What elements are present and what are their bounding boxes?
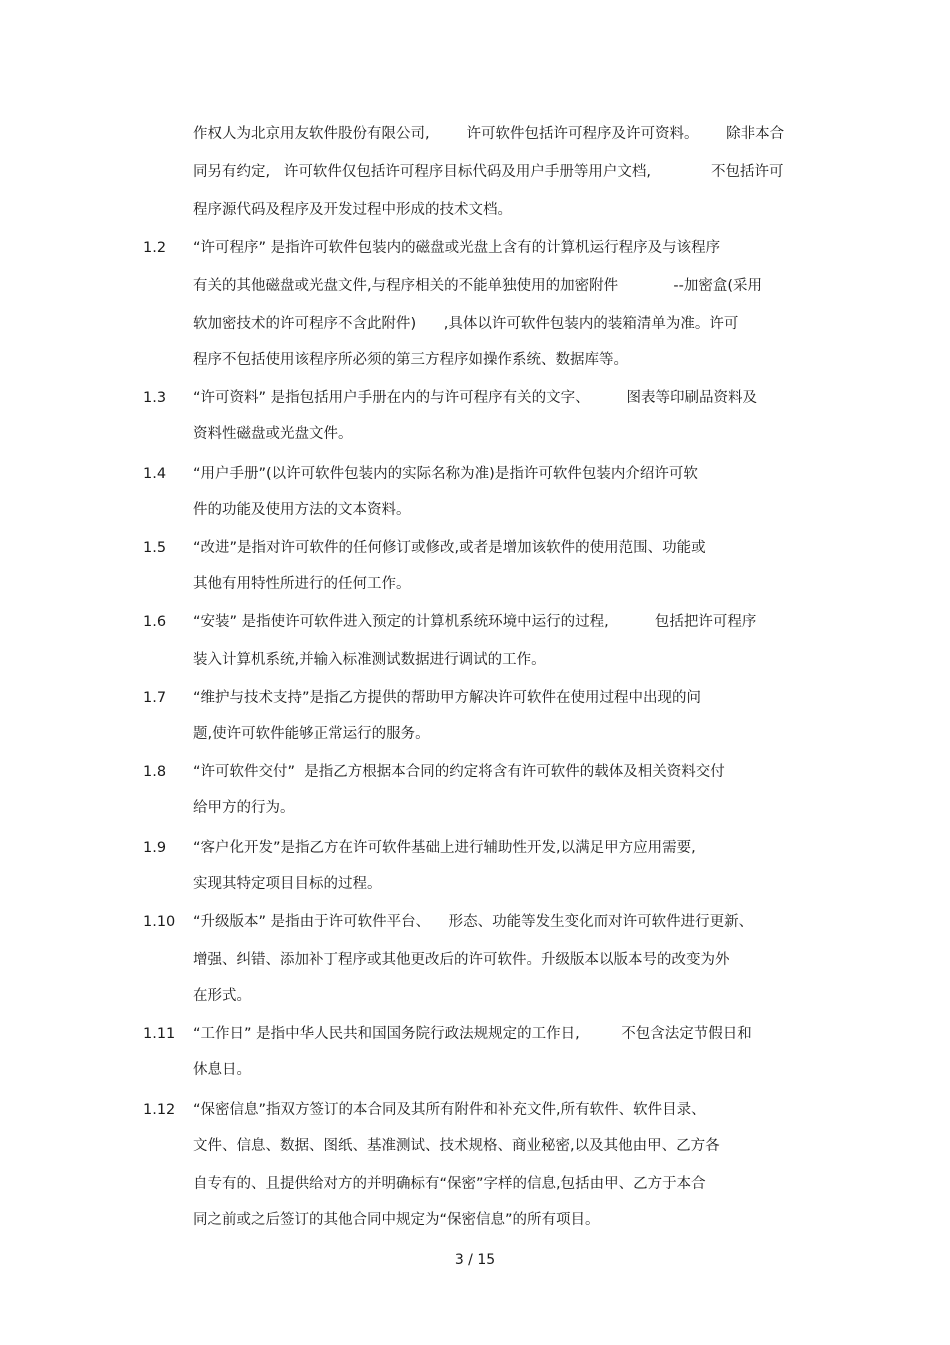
clause-number: 1.9 (143, 840, 167, 856)
clause-number: 1.2 (143, 240, 167, 256)
clause-text-line: “用户手册”(以许可软件包装内的实际名称为准)是指许可软件包装内介绍许可软 (193, 466, 698, 482)
clause-text-line: “改进”是指对许可软件的任何修订或修改,或者是增加该软件的使用范围、功能或 (193, 540, 706, 556)
clause-text-line: 文件、信息、数据、图纸、基准测试、技术规格、商业秘密,以及其他由甲、乙方各 (193, 1138, 720, 1154)
clause-number: 1.3 (143, 390, 167, 406)
clause-text-line: 有关的其他磁盘或光盘文件,与程序相关的不能单独使用的加密附件 --加密盒(采用 (193, 278, 763, 294)
clause-text-line: 资料性磁盘或光盘文件。 (193, 426, 353, 442)
intro-line: 同另有约定, 许可软件仅包括许可程序目标代码及用户手册等用户文档, 不包括许可 (193, 164, 784, 180)
clause-text-line: 增强、纠错、添加补丁程序或其他更改后的许可软件。升级版本以版本号的改变为外 (193, 952, 730, 968)
clause-number: 1.8 (143, 764, 167, 780)
clause-text-line: 程序不包括使用该程序所必须的第三方程序如操作系统、数据库等。 (193, 352, 628, 368)
clause-text-line: 同之前或之后签订的其他合同中规定为“保密信息”的所有项目。 (193, 1212, 600, 1228)
clause-text-line: “许可资料” 是指包括用户手册在内的与许可程序有关的文字、 图表等印刷品资料及 (193, 390, 758, 406)
clause-text-line: 自专有的、且提供给对方的并明确标有“保密”字样的信息,包括由甲、乙方于本合 (193, 1176, 706, 1192)
intro-line: 作权人为北京用友软件股份有限公司, 许可软件包括许可程序及许可资料。 除非本合 (193, 126, 785, 142)
clause-number: 1.5 (143, 540, 167, 556)
clause-text-line: “保密信息”指双方签订的本合同及其所有附件和补充文件,所有软件、软件目录、 (193, 1102, 706, 1118)
clause-text-line: 题,使许可软件能够正常运行的服务。 (193, 726, 430, 742)
clause-text-line: 在形式。 (193, 988, 251, 1004)
clause-text-line: 给甲方的行为。 (193, 800, 295, 816)
clause-text-line: 休息日。 (193, 1062, 251, 1078)
clause-text-line: “客户化开发”是指乙方在许可软件基础上进行辅助性开发,以满足甲方应用需要, (193, 840, 696, 856)
clause-text-line: 实现其特定项目目标的过程。 (193, 876, 382, 892)
clause-text-line: 其他有用特性所进行的任何工作。 (193, 576, 411, 592)
clause-number: 1.12 (143, 1102, 176, 1118)
clause-text-line: “许可程序” 是指许可软件包装内的磁盘或光盘上含有的计算机运行程序及与该程序 (193, 240, 721, 256)
clause-number: 1.10 (143, 914, 176, 930)
clause-text-line: “许可软件交付” 是指乙方根据本合同的约定将含有许可软件的载体及相关资料交付 (193, 764, 725, 780)
page-number: 3 / 15 (454, 1252, 496, 1268)
intro-line: 程序源代码及程序及开发过程中形成的技术文档。 (193, 202, 512, 218)
clause-number: 1.6 (143, 614, 167, 630)
clause-number: 1.11 (143, 1026, 176, 1042)
clause-text-line: 装入计算机系统,并输入标准测试数据进行调试的工作。 (193, 652, 546, 668)
clause-text-line: “安装” 是指使许可软件进入预定的计算机系统环境中运行的过程, 包括把许可程序 (193, 614, 757, 630)
clause-text-line: 件的功能及使用方法的文本资料。 (193, 502, 411, 518)
clause-text-line: “升级版本” 是指由于许可软件平台、 形态、功能等发生变化而对许可软件进行更新、 (193, 914, 754, 930)
clause-number: 1.4 (143, 466, 167, 482)
clause-text-line: 软加密技术的许可程序不含此附件) ,具体以许可软件包装内的装箱清单为准。许可 (193, 316, 739, 332)
clause-number: 1.7 (143, 690, 167, 706)
clause-text-line: “维护与技术支持”是指乙方提供的帮助甲方解决许可软件在使用过程中出现的问 (193, 690, 702, 706)
clause-text-line: “工作日” 是指中华人民共和国国务院行政法规规定的工作日, 不包含法定节假日和 (193, 1026, 752, 1042)
